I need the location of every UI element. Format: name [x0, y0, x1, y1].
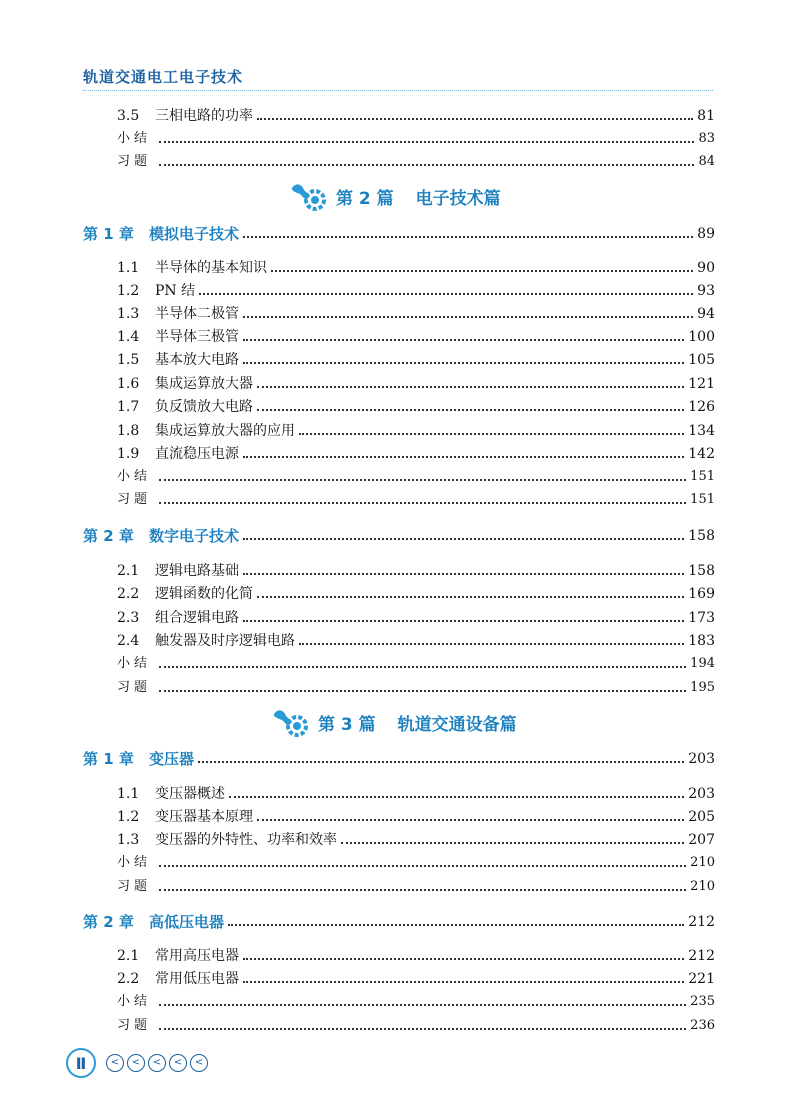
dot-leader [257, 118, 693, 120]
page-number: 169 [688, 586, 715, 602]
page-number: 235 [690, 994, 715, 1009]
section-number: 1.2 [117, 283, 140, 299]
dot-leader [229, 796, 684, 798]
toc-summary-row[interactable] [117, 852, 715, 874]
toc-section-row[interactable] [117, 443, 715, 465]
toc-section-row[interactable] [117, 806, 715, 828]
exercise-title: 习题 [117, 492, 152, 507]
footer-arrow-ornament [106, 1054, 208, 1072]
page-number: 210 [690, 879, 715, 894]
gear-wrench-icon [290, 178, 328, 214]
section-title: 常用低压电器 [155, 971, 239, 987]
section-title: 集成运算放大器 [155, 376, 253, 392]
section-title: 触发器及时序逻辑电路 [155, 633, 295, 649]
dot-leader [228, 924, 684, 926]
page-number: 151 [690, 492, 715, 507]
toc-section-row[interactable] [117, 630, 715, 652]
dot-leader [257, 819, 684, 821]
section-number: 1.5 [117, 352, 140, 368]
toc-section-row[interactable] [117, 257, 715, 279]
dot-leader [243, 362, 684, 364]
section-title: 变压器的外特性、功率和效率 [155, 832, 337, 848]
dot-leader [159, 1004, 686, 1006]
toc-summary-row[interactable] [117, 466, 715, 488]
section-number: 1.9 [117, 446, 140, 462]
dot-leader [198, 761, 684, 763]
chapter-number: 第 2 章 [83, 527, 134, 545]
page-number: 203 [688, 786, 715, 802]
back-arrow-icon: < [190, 1054, 208, 1072]
section-number: 1.1 [117, 786, 140, 802]
page-number: 195 [690, 680, 715, 695]
section-title: 负反馈放大电路 [155, 399, 253, 415]
page-number: 207 [688, 832, 715, 848]
toc-section-row[interactable] [117, 373, 715, 395]
page-number: 212 [688, 914, 715, 930]
toc-exercise-row[interactable] [117, 876, 715, 898]
toc-section-row[interactable] [117, 326, 715, 348]
part-number: 第 2 篇 [336, 188, 394, 209]
section-number: 1.1 [117, 260, 140, 276]
toc-chapter-row[interactable] [83, 525, 715, 547]
section-title: 变压器概述 [155, 786, 225, 802]
page-number: 121 [688, 376, 715, 392]
page-number: 81 [697, 108, 715, 124]
chapter-number: 第 1 章 [83, 750, 134, 768]
book-title: 轨道交通电工电子技术 [83, 68, 244, 86]
chapter-number: 第 1 章 [83, 225, 134, 243]
section-title: 半导体的基本知识 [155, 260, 267, 276]
part-number: 第 3 篇 [318, 714, 376, 735]
section-number: 3.5 [117, 108, 140, 124]
page-number: 203 [688, 751, 715, 767]
summary-title: 小结 [117, 855, 152, 870]
page-number: 173 [688, 610, 715, 626]
part-title: 电子技术篇 [415, 188, 501, 209]
chapter-title: 数字电子技术 [149, 527, 240, 545]
gear-wrench-icon [272, 704, 310, 740]
page-number: 134 [688, 423, 715, 439]
dot-leader [299, 643, 684, 645]
dot-leader [243, 538, 684, 540]
page-number: 84 [698, 154, 715, 169]
toc-section-row[interactable] [117, 396, 715, 418]
part-heading [290, 178, 501, 214]
dot-leader [243, 339, 684, 341]
page-number: 142 [688, 446, 715, 462]
toc-summary-row[interactable] [117, 991, 715, 1013]
section-title: 变压器基本原理 [155, 809, 253, 825]
summary-title: 小结 [117, 994, 152, 1009]
toc-exercise-row[interactable] [117, 677, 715, 699]
page-number: 90 [697, 260, 715, 276]
chapter-number: 第 2 章 [83, 913, 134, 931]
dot-leader [271, 270, 693, 272]
summary-title: 小结 [117, 656, 152, 671]
chapter-title: 模拟电子技术 [149, 225, 240, 243]
page-number: 194 [690, 656, 715, 671]
toc-section-row[interactable] [117, 783, 715, 805]
page-number: 100 [688, 329, 715, 345]
toc-section-row[interactable] [117, 105, 715, 127]
dot-leader [159, 141, 694, 143]
dot-leader [341, 842, 684, 844]
toc-section-row[interactable] [117, 583, 715, 605]
toc-exercise-row[interactable] [117, 1015, 715, 1037]
toc-chapter-row[interactable] [83, 223, 715, 245]
page-number: 236 [690, 1018, 715, 1033]
dot-leader [159, 479, 686, 481]
back-arrow-icon: < [106, 1054, 124, 1072]
dot-leader [299, 433, 684, 435]
exercise-title: 习题 [117, 879, 152, 894]
dot-leader [243, 573, 684, 575]
section-title: 半导体三极管 [155, 329, 239, 345]
dot-leader [243, 981, 684, 983]
dot-leader [159, 666, 686, 668]
section-number: 2.1 [117, 948, 140, 964]
section-title: 组合逻辑电路 [155, 610, 239, 626]
section-number: 1.3 [117, 306, 140, 322]
toc-section-row[interactable] [117, 945, 715, 967]
summary-title: 小结 [117, 131, 152, 146]
summary-title: 小结 [117, 469, 152, 484]
toc-summary-row[interactable] [117, 653, 715, 675]
page-number: 183 [688, 633, 715, 649]
section-title: 三相电路的功率 [155, 108, 253, 124]
toc-section-row[interactable] [117, 349, 715, 371]
section-number: 1.8 [117, 423, 140, 439]
chapter-title: 高低压电器 [149, 913, 225, 931]
toc-exercise-row[interactable] [117, 151, 715, 173]
dot-leader [243, 456, 684, 458]
section-title: 基本放大电路 [155, 352, 239, 368]
page-number: 151 [690, 469, 715, 484]
section-number: 2.2 [117, 971, 140, 987]
dot-leader [159, 164, 694, 166]
section-title: 直流稳压电源 [155, 446, 239, 462]
toc-section-row[interactable] [117, 280, 715, 302]
toc-section-row[interactable] [117, 560, 715, 582]
page-number: 94 [697, 306, 715, 322]
section-number: 1.3 [117, 832, 140, 848]
dot-leader [243, 958, 684, 960]
toc-summary-row[interactable] [117, 128, 715, 150]
section-title: 逻辑函数的化简 [155, 586, 253, 602]
section-number: 2.4 [117, 633, 140, 649]
toc-section-row[interactable] [117, 607, 715, 629]
chapter-title: 变压器 [149, 750, 195, 768]
dot-leader [159, 889, 686, 891]
section-title: PN 结 [155, 283, 196, 299]
section-number: 2.1 [117, 563, 140, 579]
page-number: 158 [688, 528, 715, 544]
page-number: 83 [698, 131, 715, 146]
page-number: 221 [688, 971, 715, 987]
page-number: 93 [697, 283, 715, 299]
dot-leader [257, 596, 684, 598]
part-title: 轨道交通设备篇 [397, 714, 517, 735]
dot-leader [257, 386, 684, 388]
section-number: 1.2 [117, 809, 140, 825]
dot-leader [243, 316, 693, 318]
back-arrow-icon: < [148, 1054, 166, 1072]
exercise-title: 习题 [117, 680, 152, 695]
page-number: 89 [697, 226, 715, 242]
exercise-title: 习题 [117, 1018, 152, 1033]
toc-section-row[interactable] [117, 968, 715, 990]
dot-leader [159, 1028, 686, 1030]
section-title: 集成运算放大器的应用 [155, 423, 295, 439]
dot-leader [159, 690, 686, 692]
back-arrow-icon: < [127, 1054, 145, 1072]
section-number: 2.2 [117, 586, 140, 602]
exercise-title: 习题 [117, 154, 152, 169]
back-arrow-icon: < [169, 1054, 187, 1072]
page-number: 158 [688, 563, 715, 579]
dot-leader [199, 293, 693, 295]
section-number: 1.7 [117, 399, 140, 415]
toc-chapter-row[interactable] [83, 911, 715, 933]
dot-leader [159, 502, 686, 504]
page-number: 126 [688, 399, 715, 415]
page-number: 210 [690, 855, 715, 870]
dot-leader [243, 620, 684, 622]
toc-chapter-row[interactable] [83, 748, 715, 770]
folio-page-number: Ⅱ [66, 1048, 96, 1078]
section-number: 2.3 [117, 610, 140, 626]
section-title: 常用高压电器 [155, 948, 239, 964]
section-title: 半导体二极管 [155, 306, 239, 322]
page-number: 105 [688, 352, 715, 368]
page-number: 212 [688, 948, 715, 964]
page-number: 205 [688, 809, 715, 825]
toc-section-row[interactable] [117, 829, 715, 851]
toc-exercise-row[interactable] [117, 489, 715, 511]
toc-section-row[interactable] [117, 303, 715, 325]
dot-leader [257, 409, 684, 411]
section-number: 1.6 [117, 376, 140, 392]
section-title: 逻辑电路基础 [155, 563, 239, 579]
section-number: 1.4 [117, 329, 140, 345]
part-heading [272, 704, 517, 740]
toc-section-row[interactable] [117, 420, 715, 442]
dot-leader [243, 236, 693, 238]
header-divider [83, 90, 713, 91]
dot-leader [159, 865, 686, 867]
